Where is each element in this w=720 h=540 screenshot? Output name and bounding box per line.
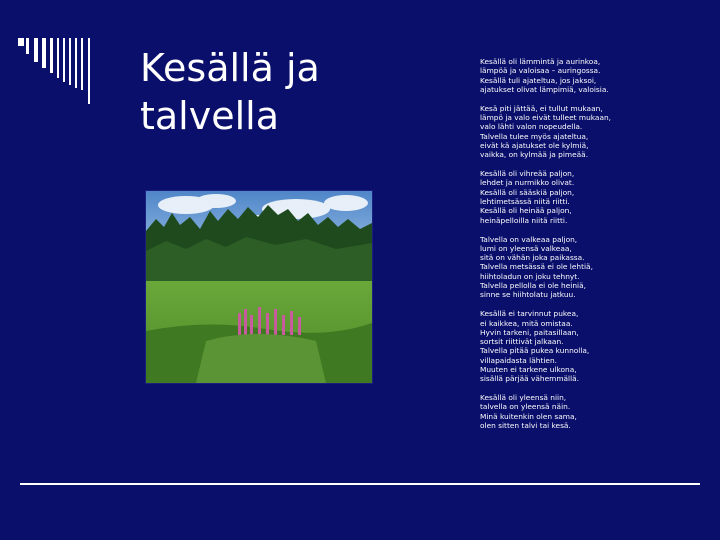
- poem-line: Kesällä ei tarvinnut pukea,: [480, 309, 579, 319]
- slide-title: [140, 44, 440, 140]
- poem-line: lämpö ja valo eivät tulleet mukaan,: [480, 113, 612, 123]
- poem-line: olen sitten talvi tai kesä.: [480, 421, 571, 431]
- summer-meadow-photo: [145, 190, 373, 384]
- decorative-bars-graphic: [16, 36, 136, 106]
- poem-line: Kesällä oli sääskiä paljon,: [480, 187, 575, 197]
- poem-line: Muuten ei tarkene ulkona,: [480, 364, 577, 374]
- poem-line: heinäpelloilla niitä riitti.: [480, 215, 568, 225]
- poem-line: sisällä pärjää vähemmällä.: [480, 374, 580, 384]
- poem-stanza: [480, 104, 710, 160]
- poem-line: Kesällä tuli ajateltua, jos jaksoi,: [480, 75, 597, 85]
- poem-line: ei kaikkea, mitä omistaa.: [480, 318, 573, 328]
- poem-line: hiihtoladun on joku tehnyt.: [480, 271, 580, 281]
- poem-stanza: [480, 393, 710, 430]
- poem-line: Talvella metsässä ei ole lehtiä,: [480, 262, 593, 272]
- poem-line: valo lähti valon nopeudella.: [480, 122, 583, 132]
- poem-line: sitä on vähän joka paikassa.: [480, 253, 585, 263]
- poem-stanza: [480, 235, 710, 300]
- poem-line: Kesällä oli lämmintä ja aurinkoa,: [480, 57, 601, 66]
- slide-title-line-1: Kesällä ja: [140, 46, 320, 90]
- poem-stanza: [480, 309, 710, 383]
- poem-line: eivät kä ajatukset ole kylmiä,: [480, 140, 589, 150]
- poem-line: sinne se hiihtolatu jatkuu.: [480, 290, 576, 300]
- poem-line: sortsit riittivät jalkaan.: [480, 337, 564, 347]
- poem-line: villapaidasta lähtien.: [480, 355, 557, 365]
- poem-line: lehdet ja nurmikko olivat.: [480, 178, 575, 188]
- poem-line: lehtimetsässä niitä riitti.: [480, 197, 570, 207]
- poem-text: [480, 57, 710, 440]
- poem-line: talvella on yleensä näin.: [480, 402, 571, 412]
- poem-line: Kesällä oli heinää paljon,: [480, 206, 572, 216]
- poem-line: Kesällä oli vihreää paljon,: [480, 169, 575, 179]
- poem-line: Talvella pellolla ei ole heiniä,: [480, 281, 586, 291]
- poem-line: lämpöä ja valoisaa – auringossa.: [480, 66, 601, 76]
- poem-line: Talvella tulee myös ajateltua,: [480, 131, 589, 141]
- poem-line: Kesä piti jättää, ei tullut mukaan,: [480, 103, 603, 113]
- poem-line: ajatukset olivat lämpimiä, valoisia.: [480, 84, 609, 94]
- poem-stanza: [480, 57, 710, 94]
- poem-line: Hyvin tarkeni, paitasillaan,: [480, 327, 579, 337]
- slide-title-line-2: talvella: [140, 94, 280, 138]
- poem-line: Kesällä oli yleensä niin,: [480, 393, 567, 403]
- poem-line: Minä kuitenkin olen sama,: [480, 411, 577, 421]
- poem-line: Talvella on valkeaa paljon,: [480, 234, 578, 244]
- bottom-divider: [20, 483, 700, 485]
- poem-line: Talvella pitää pukea kunnolla,: [480, 346, 590, 356]
- poem-line: lumi on yleensä valkeaa,: [480, 243, 572, 253]
- poem-line: vaikka, on kylmää ja pimeää.: [480, 150, 589, 160]
- poem-stanza: [480, 169, 710, 225]
